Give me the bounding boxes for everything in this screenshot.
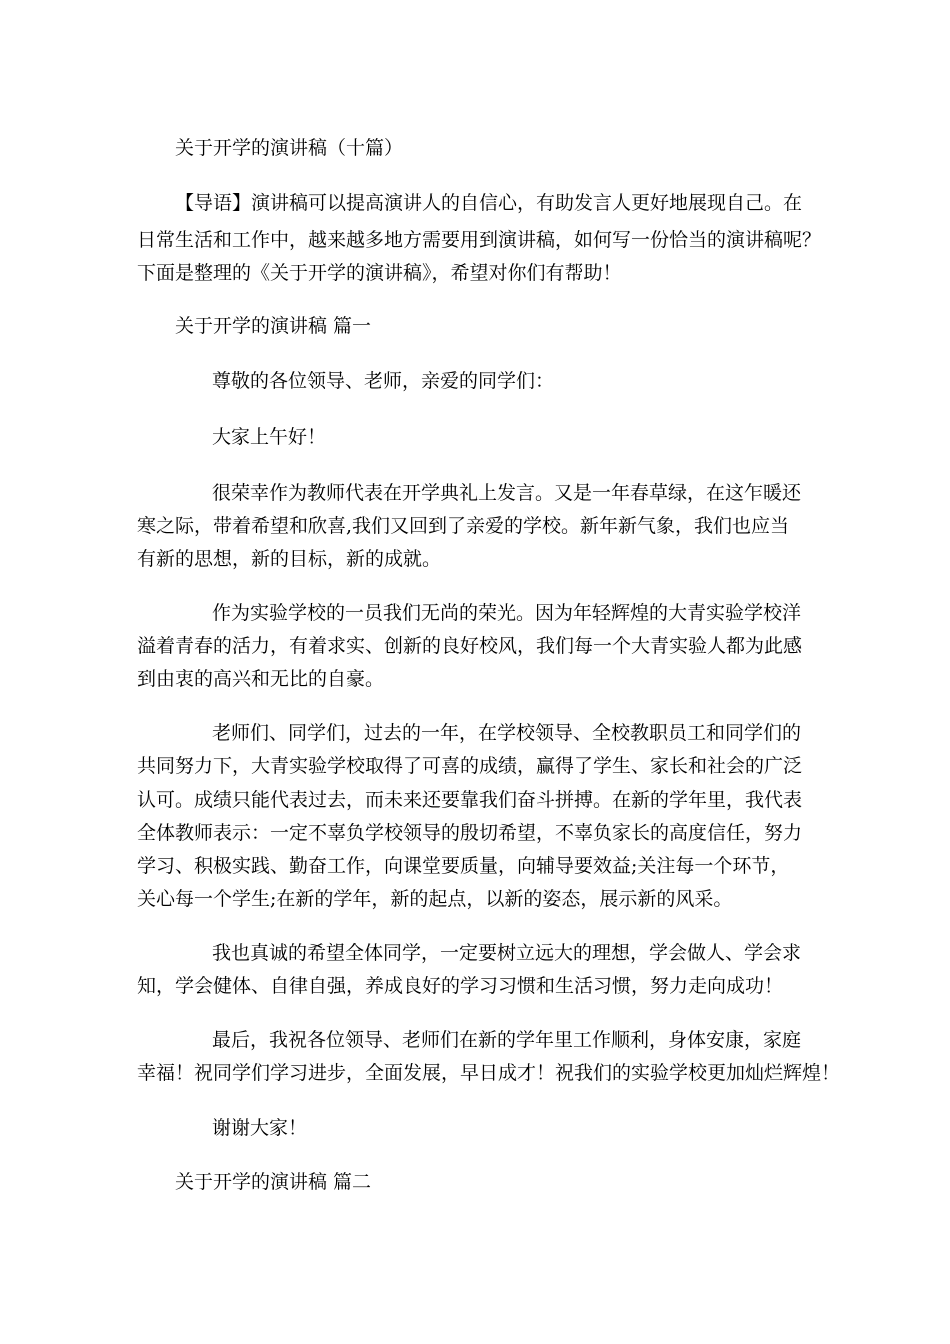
paragraph-3-line: 关心每一个学生;在新的学年，新的起点，以新的姿态，展示新的风采。 xyxy=(137,888,733,910)
paragraph-3-line: 学习、积极实践、勤奋工作，向课堂要质量，向辅导要效益;关注每一个环节， xyxy=(137,855,790,877)
paragraph-2-line: 作为实验学校的一员我们无尚的荣光。因为年轻辉煌的大青实验学校洋 xyxy=(212,602,802,624)
paragraph-4-line: 我也真诚的希望全体同学，一定要树立远大的理想，学会做人、学会求 xyxy=(212,942,802,964)
intro-line: 日常生活和工作中，越来越多地方需要用到演讲稿，如何写一份恰当的演讲稿呢？ xyxy=(137,229,822,251)
paragraph-3-line: 全体教师表示：一定不辜负学校领导的殷切希望，不辜负家长的高度信任，努力 xyxy=(137,822,803,844)
paragraph-3-line: 认可。成绩只能代表过去，而未来还要靠我们奋斗拼搏。在新的学年里，我代表 xyxy=(137,789,803,811)
paragraph-1-line: 很荣幸作为教师代表在开学典礼上发言。又是一年春草绿，在这乍暖还 xyxy=(212,482,802,504)
section-heading-2: 关于开学的演讲稿 篇二 xyxy=(175,1171,372,1193)
paragraph-2-line: 到由衷的高兴和无比的自豪。 xyxy=(137,668,385,690)
salutation: 尊敬的各位领导、老师，亲爱的同学们： xyxy=(212,370,555,392)
paragraph-1-line: 有新的思想，新的目标，新的成就。 xyxy=(137,548,442,570)
paragraph-1-line: 寒之际，带着希望和欣喜,我们又回到了亲爱的学校。新年新气象，我们也应当 xyxy=(137,515,790,537)
closing: 谢谢大家！ xyxy=(212,1117,308,1139)
paragraph-5-line: 幸福！祝同学们学习进步，全面发展，早日成才！祝我们的实验学校更加灿烂辉煌！ xyxy=(137,1062,841,1084)
intro-line: 下面是整理的《关于开学的演讲稿》，希望对你们有帮助！ xyxy=(137,262,622,284)
paragraph-3-line: 老师们、同学们，过去的一年，在学校领导、全校教职员工和同学们的 xyxy=(212,722,802,744)
paragraph-3-line: 共同努力下，大青实验学校取得了可喜的成绩，赢得了学生、家长和社会的广泛 xyxy=(137,755,803,777)
section-heading-1: 关于开学的演讲稿 篇一 xyxy=(175,315,372,337)
paragraph-5-line: 最后，我祝各位领导、老师们在新的学年里工作顺利，身体安康，家庭 xyxy=(212,1029,802,1051)
intro-line: 【导语】演讲稿可以提高演讲人的自信心，有助发言人更好地展现自己。在 xyxy=(175,192,803,214)
paragraph-4-line: 知，学会健体、自律自强，养成良好的学习习惯和生活习惯，努力走向成功！ xyxy=(137,975,784,997)
paragraph-2-line: 溢着青春的活力，有着求实、创新的良好校风，我们每一个大青实验人都为此感 xyxy=(137,635,803,657)
greeting: 大家上午好！ xyxy=(212,426,327,448)
document-title: 关于开学的演讲稿（十篇） xyxy=(175,137,404,159)
